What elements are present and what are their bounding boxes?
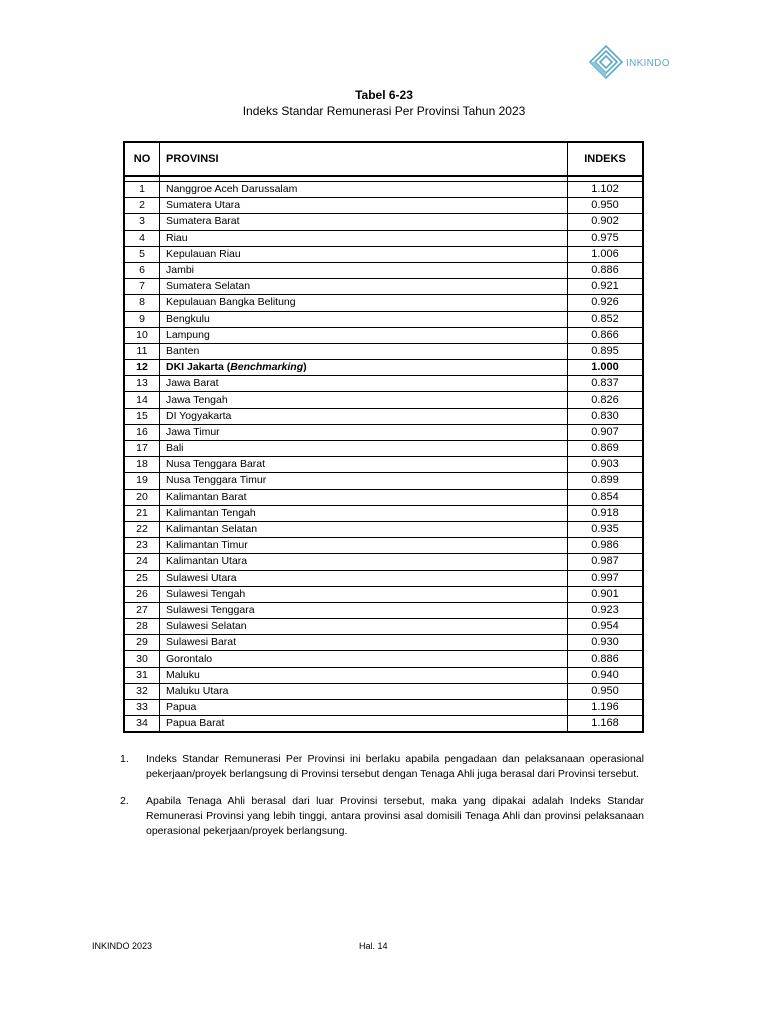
table-row xyxy=(124,408,643,424)
cell-provinsi: Kalimantan Barat xyxy=(160,489,568,505)
table-row xyxy=(124,360,643,376)
cell-no: 26 xyxy=(124,586,160,602)
cell-provinsi: Lampung xyxy=(160,327,568,343)
cell-no: 25 xyxy=(124,570,160,586)
provinsi-tail: ) xyxy=(303,361,307,374)
cell-no: 13 xyxy=(124,376,160,392)
benchmark-label: Benchmarking xyxy=(230,361,304,374)
cell-no: 22 xyxy=(124,521,160,537)
cell-provinsi: Kepulauan Riau xyxy=(160,246,568,262)
cell-no: 7 xyxy=(124,279,160,295)
cell-provinsi: Kalimantan Timur xyxy=(160,538,568,554)
cell-provinsi: Sulawesi Tengah xyxy=(160,586,568,602)
cell-no: 16 xyxy=(124,424,160,440)
table-row xyxy=(124,554,643,570)
cell-indeks: 0.901 xyxy=(568,586,644,602)
table-row xyxy=(124,279,643,295)
cell-provinsi: Sulawesi Barat xyxy=(160,635,568,651)
cell-indeks: 0.866 xyxy=(568,327,644,343)
table-row xyxy=(124,570,643,586)
table-title: Tabel 6-23 xyxy=(355,88,413,102)
header-provinsi: PROVINSI xyxy=(160,142,568,176)
header-indeks: INDEKS xyxy=(568,142,644,176)
cell-provinsi: Jawa Timur xyxy=(160,424,568,440)
cell-provinsi: Riau xyxy=(160,230,568,246)
table-row xyxy=(124,683,643,699)
cell-provinsi: Jawa Barat xyxy=(160,376,568,392)
table-row xyxy=(124,505,643,521)
cell-no: 9 xyxy=(124,311,160,327)
page-number: Hal. 14 xyxy=(359,941,388,951)
table-row xyxy=(124,651,643,667)
cell-indeks: 0.997 xyxy=(568,570,644,586)
inkindo-logo xyxy=(588,42,678,82)
cell-indeks: 0.923 xyxy=(568,602,644,618)
cell-indeks: 0.926 xyxy=(568,295,644,311)
table-row xyxy=(124,343,643,359)
cell-indeks: 0.907 xyxy=(568,424,644,440)
table-row xyxy=(124,182,643,198)
table-row xyxy=(124,246,643,262)
cell-provinsi: Kalimantan Selatan xyxy=(160,521,568,537)
cell-provinsi: Kalimantan Utara xyxy=(160,554,568,570)
cell-no: 30 xyxy=(124,651,160,667)
header-no: NO xyxy=(124,142,160,176)
cell-no: 3 xyxy=(124,214,160,230)
cell-indeks: 0.886 xyxy=(568,651,644,667)
cell-indeks: 0.837 xyxy=(568,376,644,392)
cell-indeks: 1.196 xyxy=(568,700,644,716)
cell-indeks: 1.102 xyxy=(568,182,644,198)
cell-indeks: 0.930 xyxy=(568,635,644,651)
cell-provinsi: Jawa Tengah xyxy=(160,392,568,408)
cell-no: 19 xyxy=(124,473,160,489)
table-row xyxy=(124,441,643,457)
table-row xyxy=(124,716,643,733)
cell-indeks: 1.006 xyxy=(568,246,644,262)
cell-no: 11 xyxy=(124,343,160,359)
cell-indeks: 0.854 xyxy=(568,489,644,505)
footer-left: INKINDO 2023 xyxy=(92,941,153,951)
table-row xyxy=(124,327,643,343)
table-row xyxy=(124,376,643,392)
cell-no: 21 xyxy=(124,505,160,521)
cell-indeks: 1.000 xyxy=(568,360,644,376)
cell-indeks: 0.903 xyxy=(568,457,644,473)
cell-provinsi: Sulawesi Selatan xyxy=(160,619,568,635)
cell-indeks: 0.935 xyxy=(568,521,644,537)
table-row xyxy=(124,667,643,683)
cell-provinsi: Gorontalo xyxy=(160,651,568,667)
cell-indeks: 0.921 xyxy=(568,279,644,295)
table-row xyxy=(124,489,643,505)
inkindo-logo-icon xyxy=(588,44,624,80)
cell-indeks: 0.895 xyxy=(568,343,644,359)
table-subtitle: Indeks Standar Remunerasi Per Provinsi Tahun 2023 xyxy=(242,104,526,118)
cell-provinsi: Sumatera Barat xyxy=(160,214,568,230)
logo-text: INKINDO xyxy=(626,57,670,69)
cell-provinsi: DI Yogyakarta xyxy=(160,408,568,424)
cell-indeks: 0.830 xyxy=(568,408,644,424)
cell-no: 14 xyxy=(124,392,160,408)
cell-indeks: 0.826 xyxy=(568,392,644,408)
cell-provinsi: Papua xyxy=(160,700,568,716)
cell-no: 27 xyxy=(124,602,160,618)
cell-indeks: 0.918 xyxy=(568,505,644,521)
cell-no: 10 xyxy=(124,327,160,343)
cell-no: 29 xyxy=(124,635,160,651)
cell-no: 18 xyxy=(124,457,160,473)
cell-no: 4 xyxy=(124,230,160,246)
cell-indeks: 0.886 xyxy=(568,262,644,278)
cell-provinsi: Sulawesi Tenggara xyxy=(160,602,568,618)
cell-no: 17 xyxy=(124,441,160,457)
table-header-row xyxy=(124,142,643,176)
cell-no: 8 xyxy=(124,295,160,311)
table-row xyxy=(124,392,643,408)
table-row xyxy=(124,473,643,489)
table-row xyxy=(124,602,643,618)
cell-provinsi: Maluku Utara xyxy=(160,683,568,699)
note-item xyxy=(120,752,644,782)
cell-provinsi: Sulawesi Utara xyxy=(160,570,568,586)
table-row xyxy=(124,521,643,537)
table-row xyxy=(124,635,643,651)
cell-indeks: 0.902 xyxy=(568,214,644,230)
note-number: 2. xyxy=(120,795,129,807)
cell-indeks: 0.940 xyxy=(568,667,644,683)
cell-indeks: 0.975 xyxy=(568,230,644,246)
table-row xyxy=(124,457,643,473)
cell-no: 28 xyxy=(124,619,160,635)
cell-provinsi: Maluku xyxy=(160,667,568,683)
note-text: Indeks Standar Remunerasi Per Provinsi ini berlaku apabila pengadaan dan pelaksanaan operasional pekerjaan/proyek berlangsung di Provinsi tersebut dengan Tenaga Ahli juga berasal dari Provinsi tersebut. xyxy=(146,753,644,780)
table-row xyxy=(124,214,643,230)
cell-no: 33 xyxy=(124,700,160,716)
cell-indeks: 1.168 xyxy=(568,716,644,733)
cell-provinsi: Papua Barat xyxy=(160,716,568,733)
cell-indeks: 0.899 xyxy=(568,473,644,489)
cell-no: 2 xyxy=(124,198,160,214)
cell-provinsi: Bengkulu xyxy=(160,311,568,327)
cell-no: 1 xyxy=(124,182,160,198)
cell-indeks: 0.986 xyxy=(568,538,644,554)
cell-indeks: 0.950 xyxy=(568,683,644,699)
cell-provinsi xyxy=(160,360,568,376)
table-row xyxy=(124,230,643,246)
note-number: 1. xyxy=(120,753,129,765)
cell-no: 6 xyxy=(124,262,160,278)
table-row xyxy=(124,262,643,278)
table-row xyxy=(124,295,643,311)
table-row xyxy=(124,311,643,327)
cell-provinsi: Banten xyxy=(160,343,568,359)
cell-no: 15 xyxy=(124,408,160,424)
cell-no: 31 xyxy=(124,667,160,683)
cell-indeks: 0.869 xyxy=(568,441,644,457)
cell-no: 34 xyxy=(124,716,160,733)
cell-no: 12 xyxy=(124,360,160,376)
cell-no: 32 xyxy=(124,683,160,699)
cell-indeks: 0.950 xyxy=(568,198,644,214)
notes xyxy=(120,752,644,851)
cell-no: 5 xyxy=(124,246,160,262)
cell-provinsi: Kalimantan Tengah xyxy=(160,505,568,521)
cell-provinsi: Sumatera Utara xyxy=(160,198,568,214)
cell-indeks: 0.954 xyxy=(568,619,644,635)
cell-provinsi: Bali xyxy=(160,441,568,457)
cell-provinsi: Nanggroe Aceh Darussalam xyxy=(160,182,568,198)
table-row xyxy=(124,619,643,635)
table-row xyxy=(124,424,643,440)
cell-provinsi: Jambi xyxy=(160,262,568,278)
note-text: Apabila Tenaga Ahli berasal dari luar Provinsi tersebut, maka yang dipakai adalah Indeks Standar Remunerasi Provinsi yang lebih tinggi, antara provinsi asal domisili Tenaga Ahli dan provinsi pelaksanaan operasional pekerjaan/proyek berlangsung. xyxy=(146,795,644,837)
cell-provinsi: Nusa Tenggara Barat xyxy=(160,457,568,473)
cell-indeks: 0.987 xyxy=(568,554,644,570)
table-row xyxy=(124,700,643,716)
table-row xyxy=(124,586,643,602)
remuneration-index-table xyxy=(123,141,644,733)
table-row xyxy=(124,538,643,554)
provinsi-name: DKI Jakarta ( xyxy=(166,361,231,374)
cell-provinsi: Kepulauan Bangka Belitung xyxy=(160,295,568,311)
cell-no: 23 xyxy=(124,538,160,554)
cell-indeks: 0.852 xyxy=(568,311,644,327)
cell-provinsi: Sumatera Selatan xyxy=(160,279,568,295)
cell-no: 20 xyxy=(124,489,160,505)
cell-no: 24 xyxy=(124,554,160,570)
cell-provinsi: Nusa Tenggara Timur xyxy=(160,473,568,489)
table-row xyxy=(124,198,643,214)
note-item xyxy=(120,794,644,839)
